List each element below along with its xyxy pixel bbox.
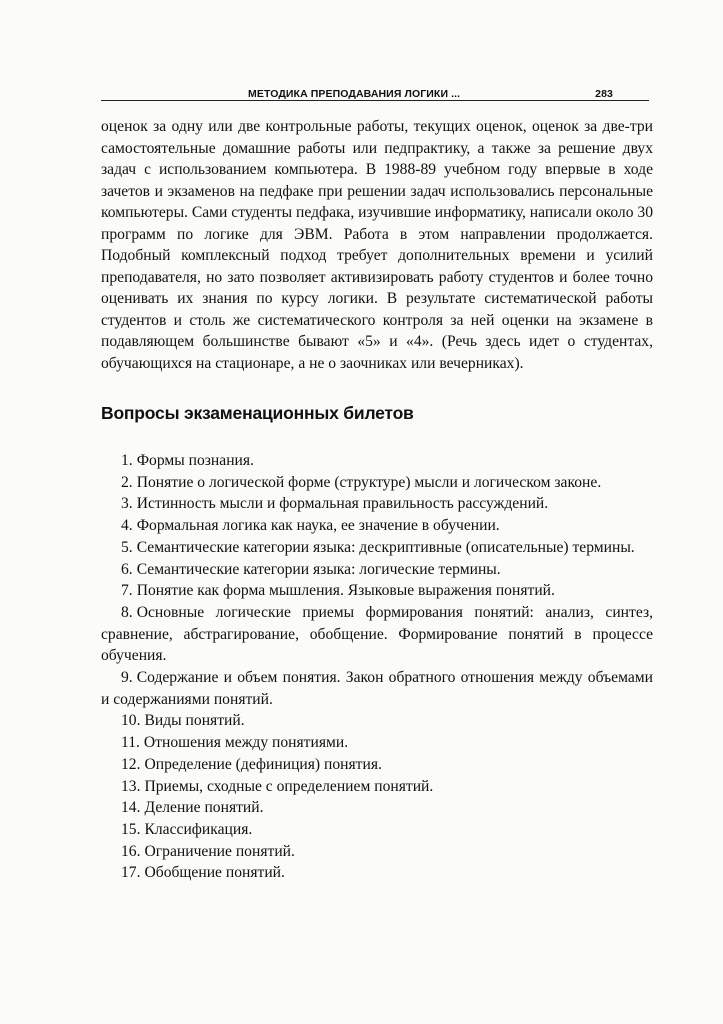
question-number: 14. xyxy=(121,799,141,817)
question-item xyxy=(101,580,653,602)
question-item xyxy=(101,537,653,559)
question-text: Определение (дефиниция) понятия. xyxy=(144,755,382,773)
question-text: Понятие о логической форме (структуре) мысли и логическом законе. xyxy=(136,473,602,491)
question-number: 3. xyxy=(121,495,133,513)
question-number: 6. xyxy=(121,560,133,578)
question-text: Ограничение понятий. xyxy=(144,842,295,860)
question-item xyxy=(101,862,653,884)
header-title: МЕТОДИКА ПРЕПОДАВАНИЯ ЛОГИКИ ... xyxy=(248,88,461,100)
question-item xyxy=(101,754,653,776)
question-text: Формальная логика как наука, ее значение в обучении. xyxy=(136,517,500,535)
question-number: 7. xyxy=(121,582,133,600)
question-item xyxy=(101,667,653,710)
question-text: Семантические категории языка: логические термины. xyxy=(136,560,501,578)
exam-questions-list xyxy=(101,450,653,884)
question-text: Отношения между понятиями. xyxy=(143,734,349,752)
question-number: 4. xyxy=(121,517,133,535)
running-header xyxy=(101,86,649,101)
intro-paragraph-block xyxy=(101,116,653,374)
question-item xyxy=(101,515,653,537)
question-number: 8. xyxy=(121,603,133,621)
question-item xyxy=(101,841,653,863)
question-item xyxy=(101,776,653,798)
question-number: 15. xyxy=(121,820,141,838)
question-item xyxy=(101,493,653,515)
question-number: 11. xyxy=(121,734,140,752)
question-text: Содержание и объем понятия. Закон обратного отношения между объемами и содержаниями понятий. xyxy=(101,669,653,708)
question-text: Виды понятий. xyxy=(144,712,245,730)
question-text: Основные логические приемы формирования понятий: анализ, синтез, сравнение, абстрагирование, обобщение. Формирование понятий в процессе обучения. xyxy=(101,603,653,665)
question-item xyxy=(101,450,653,472)
question-item xyxy=(101,732,653,754)
question-number: 1. xyxy=(121,452,133,469)
question-text: Формы познания. xyxy=(136,452,254,469)
question-number: 10. xyxy=(121,712,141,730)
question-text: Понятие как форма мышления. Языковые выражения понятий. xyxy=(136,582,555,600)
question-number: 12. xyxy=(121,755,141,773)
question-item xyxy=(101,710,653,732)
question-item xyxy=(101,472,653,494)
question-text: Классификация. xyxy=(144,820,253,838)
question-number: 17. xyxy=(121,864,141,882)
question-item xyxy=(101,559,653,581)
question-number: 9. xyxy=(121,669,133,687)
question-number: 16. xyxy=(121,842,141,860)
question-item xyxy=(101,602,653,667)
question-text: Семантические категории языка: дескриптивные (описательные) термины. xyxy=(136,538,635,556)
question-text: Приемы, сходные с определением понятий. xyxy=(144,777,434,795)
page-number: 283 xyxy=(595,88,613,100)
question-number: 2. xyxy=(121,473,133,491)
question-number: 13. xyxy=(121,777,141,795)
question-number: 5. xyxy=(121,538,133,556)
question-text: Обобщение понятий. xyxy=(144,864,285,882)
question-text: Истинность мысли и формальная правильность рассуждений. xyxy=(136,495,549,513)
question-item xyxy=(101,797,653,819)
question-text: Деление понятий. xyxy=(144,799,264,817)
intro-paragraph: оценок за одну или две контрольные работы, текущих оценок, оценок за две-три самостоятельные домашние работы или педпрактику, а также за решение двух задач с использованием компьютера. В 1988-89 учебном году впервые в ходе зачетов и экзаменов на педфаке при решении задач использовались персональные компьютеры. Сами студенты педфака, изучившие информатику, написали около 30 программ по логике для ЭВМ. Работа в этом направлении продолжается. Подобный комплексный подход требует дополнительных времени и усилий преподавателя, но зато позволяет активизировать работу студентов и более точно оценивать их знания по курсу логики. В результате систематической работы студентов и столь же систематического контроля за ней оценки на экзамене в подавляющем большинстве бывают «5» и «4». (Речь здесь идет о студентах, обучающихся на стационаре, а не о заочниках или вечерниках). xyxy=(101,118,653,372)
section-title: Вопросы экзаменационных билетов xyxy=(101,403,414,423)
question-item xyxy=(101,819,653,841)
